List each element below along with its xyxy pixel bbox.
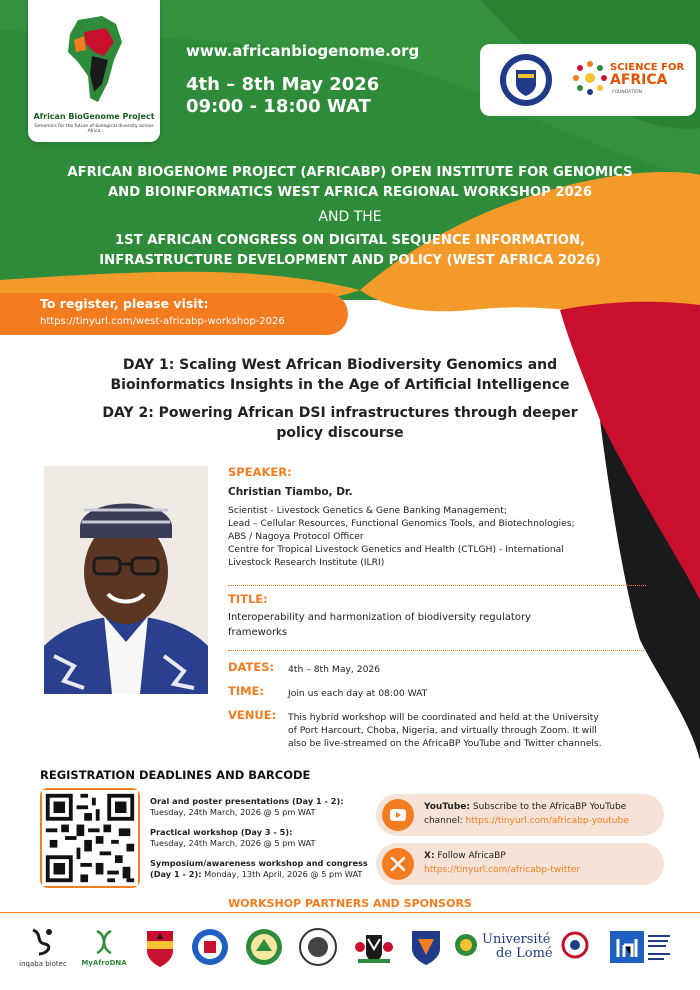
speaker-role-1: Scientist - Livestock Genetics & Gene Banking Management; (228, 505, 507, 516)
partner-seal-2 (188, 920, 232, 974)
partner-lab-logo (554, 920, 596, 974)
logo-subtitle: Genomics for the future of biological diversity across Africa (34, 124, 154, 134)
headline-line5: INFRASTRUCTURE DEVELOPMENT AND POLICY (WEST AFRICA 2026) (99, 253, 601, 268)
venue-line3: also be live-streamed on the AfricaBP YouTube and Twitter channels. (288, 738, 602, 749)
qr-code[interactable] (40, 788, 140, 888)
register-label: To register, please visit: (40, 296, 209, 311)
partner-crest-5 (406, 920, 446, 974)
partners-heading: WORKSHOP PARTNERS AND SPONSORS (228, 897, 472, 910)
speaker-role-4: Centre for Tropical Livestock Genetics and Health (CTLGH) - International (228, 544, 564, 555)
website-link[interactable]: www.africanbiogenome.org (186, 42, 420, 60)
venue-text (288, 711, 602, 750)
day2-line1: DAY 2: Powering African DSI infrastructures through deeper (102, 405, 578, 421)
partner-myafrodna-label: MyAfroDNA (81, 959, 127, 967)
deadline-2 (150, 827, 316, 849)
youtube-desc-2: channel: (424, 816, 463, 826)
speaker-role-2: Lead – Cellular Resources, Functional Genomics Tools, and Biotechnologies; (228, 518, 575, 529)
speaker-role-5: Livestock Research Institute (ILRI) (228, 557, 385, 568)
speaker-photo (44, 466, 208, 694)
speaker-roles (228, 504, 575, 569)
deadline-3-date: Monday, 13th April, 2026 @ 5 pm WAT (204, 869, 363, 879)
science-for-africa-icon (572, 58, 608, 98)
society-seal-icon (298, 927, 338, 967)
x-url[interactable]: https://tinyurl.com/africabp-twitter (424, 865, 581, 875)
time-label: TIME: (228, 684, 265, 698)
partner-seal-4 (296, 920, 340, 974)
headline-and-the: AND THE (318, 209, 382, 225)
headline-line4: 1ST AFRICAN CONGRESS ON DIGITAL SEQUENCE INFORMATION, (114, 233, 586, 248)
deadline-3-title: Symposium/awareness workshop and congress (150, 858, 368, 868)
youtube-icon (382, 799, 414, 831)
partner-nigeria-coat (350, 920, 398, 974)
round-crest-icon (453, 929, 479, 965)
youtube-label: YouTube: (424, 802, 470, 812)
divider (228, 585, 646, 586)
logo-title: African BioGenome Project (33, 112, 155, 121)
deadline-2-title: Practical workshop (Day 3 - 5): (150, 827, 293, 837)
event-hours: 09:00 - 18:00 WAT (186, 96, 371, 117)
headline-line2: AND BIOINFORMATICS WEST AFRICA REGIONAL WORKSHOP 2026 (107, 185, 593, 200)
speaker-portrait (44, 466, 208, 694)
partner-inqaba-label: inqaba biotec (19, 960, 67, 968)
university-crest-icon (498, 52, 554, 108)
partner-seal-3 (242, 920, 286, 974)
talk-title (228, 610, 531, 640)
youtube-url[interactable]: https://tinyurl.com/africabp-youtube (465, 816, 629, 826)
universite-lome-line1: Université (482, 932, 551, 947)
sfa-subtitle: FOUNDATION (612, 90, 642, 95)
venue-line2: of Port Harcourt, Choba, Nigeria, and virtually through Zoom. It will (288, 725, 597, 736)
partner-logo-row (20, 920, 680, 976)
speaker-name: Christian Tiambo, Dr. (228, 486, 353, 498)
day1-line1: DAY 1: Scaling West African Biodiversity Genomics and (122, 357, 558, 373)
science-for-africa-name (610, 62, 684, 88)
dates-label: DATES: (228, 660, 275, 674)
time-value: Join us each day at 08:00 WAT (288, 688, 428, 699)
event-date-range: 4th – 8th May 2026 (186, 74, 380, 95)
deadline-1-title: Oral and poster presentations (Day 1 - 2): (150, 796, 344, 806)
inh-logo-icon (610, 929, 644, 965)
dates-value: 4th – 8th May, 2026 (288, 664, 381, 675)
registration-heading: REGISTRATION DEADLINES AND BARCODE (40, 768, 311, 782)
deadline-3 (150, 858, 368, 880)
sfa-line2: AFRICA (610, 72, 668, 88)
partner-universite-lome (482, 920, 560, 974)
x-text (424, 849, 580, 877)
venue-label: VENUE: (228, 708, 277, 722)
youtube-desc: Subscribe to the AfricaBP YouTube (472, 802, 627, 812)
coat-of-arms-icon (352, 927, 396, 967)
x-pill[interactable] (376, 843, 664, 885)
venue-line1: This hybrid workshop will be coordinated and held at the University (288, 712, 599, 723)
day2-line2: policy discourse (276, 425, 404, 441)
qr-code-pattern (42, 790, 138, 886)
x-label: X: (424, 851, 435, 861)
africa-map-logo (64, 12, 128, 108)
green-seal-icon (244, 927, 284, 967)
deadline-2-date: Tuesday, 24th March, 2026 @ 5 pm WAT (150, 838, 316, 848)
partner-crest-6 (452, 920, 480, 974)
sfa-line1: SCIENCE FOR (610, 62, 685, 73)
talk-title-line2: frameworks (228, 627, 288, 638)
myafrodna-icon (89, 927, 119, 957)
youtube-pill[interactable] (376, 794, 664, 836)
universite-lome-line2: de Lomé (496, 946, 553, 961)
university-seal-icon (190, 927, 230, 967)
speaker-label: SPEAKER: (228, 465, 292, 479)
register-url[interactable]: https://tinyurl.com/west-africabp-workshop-2026 (40, 316, 285, 327)
partner-inh (610, 920, 678, 974)
inh-text-block-icon (644, 929, 674, 965)
inqaba-icon (29, 926, 57, 958)
deadline-1-date: Tuesday, 24th March, 2026 @ 5 pm WAT (150, 807, 316, 817)
talk-title-line1: Interoperability and harmonization of biodiversity regulatory (228, 612, 531, 623)
shield-crest-icon (409, 927, 443, 967)
partner-myafrodna (78, 920, 130, 974)
partner-inqaba (20, 920, 66, 974)
speaker-role-3: ABS / Nagoya Protocol Officer (228, 531, 364, 542)
event-dates (186, 74, 379, 118)
laboratory-logo-icon (555, 927, 595, 967)
deadline-1 (150, 796, 344, 818)
x-desc: Follow AfricaBP (437, 851, 506, 861)
partner-crest-1 (140, 920, 180, 974)
x-icon (382, 848, 414, 880)
africabp-logo-box (28, 0, 160, 142)
youtube-text (424, 800, 629, 828)
ghana-crest-icon (143, 925, 177, 969)
talk-title-label: TITLE: (228, 592, 268, 606)
day1-line2: Bioinformatics Insights in the Age of Artificial Intelligence (110, 377, 570, 393)
partners-divider (0, 912, 700, 913)
deadline-3-title-2: (Day 1 - 2): (150, 869, 202, 879)
headline-line1: AFRICAN BIOGENOME PROJECT (AFRICABP) OPEN INSTITUTE FOR GENOMICS (67, 165, 633, 180)
divider (228, 650, 646, 651)
